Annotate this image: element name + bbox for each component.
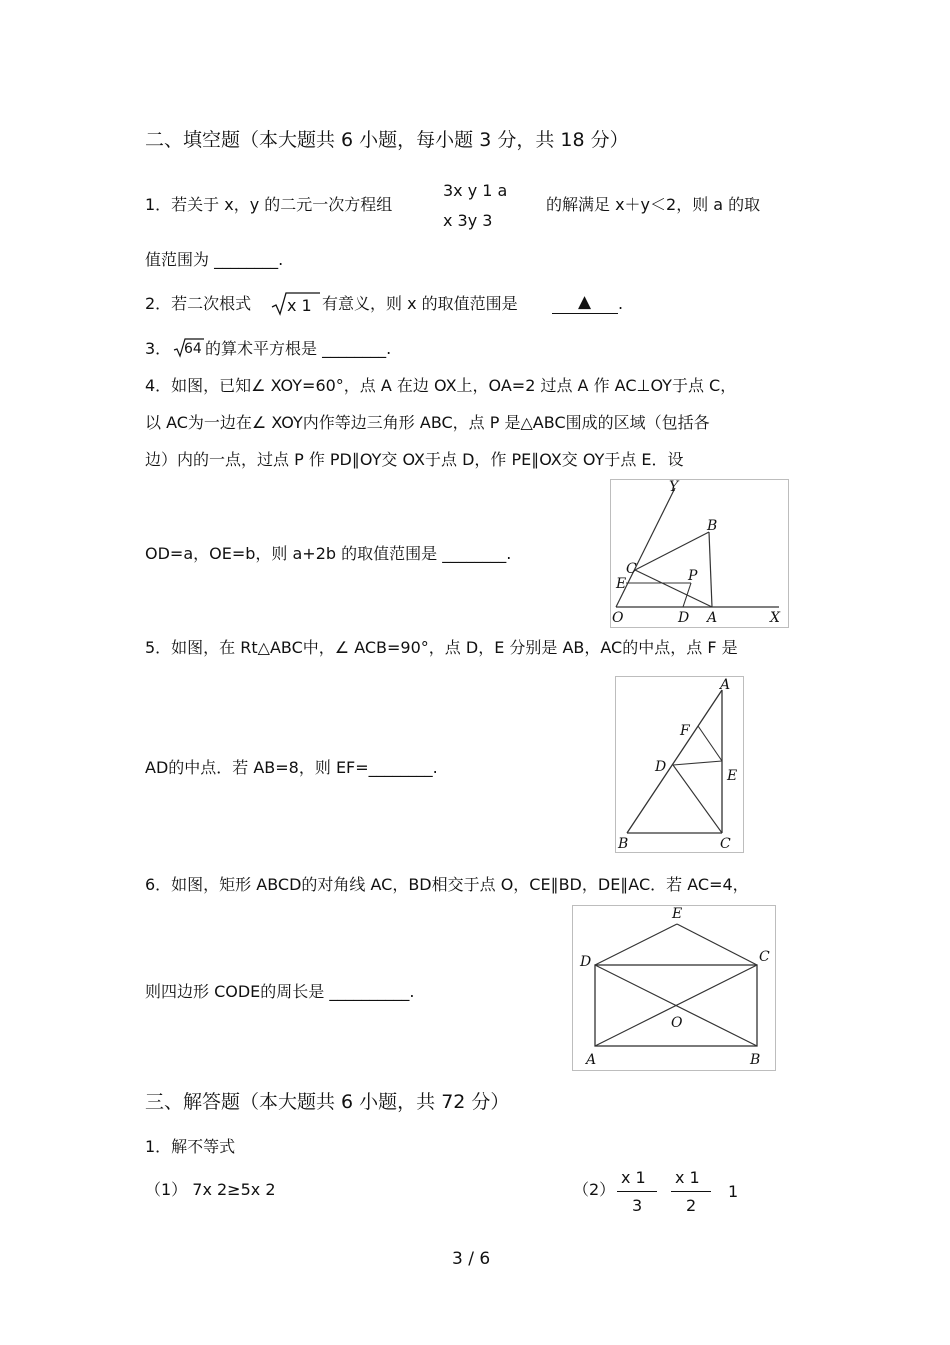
page-number: 3 / 6 (452, 1249, 491, 1269)
q1-suffix: 的解满足 x＋y＜2，则 a 的取 (546, 195, 761, 214)
label-c: C (720, 836, 731, 852)
q5-figure (615, 676, 744, 853)
q5-line-2: AD的中点．若 AB=8，则 EF=________. (145, 758, 438, 777)
label-a: A (720, 677, 731, 693)
fraction-1-bar (617, 1191, 657, 1192)
label-b: B (618, 836, 629, 852)
q6-line-2: 则四边形 CODE的周长是 __________. (145, 982, 415, 1001)
section-3-title: 三、解答题（本大题共 6 小题，共 72 分） (145, 1091, 510, 1113)
label-b: B (750, 1052, 761, 1068)
q4-figure (610, 479, 789, 628)
q2-answer-mark: ▲ (578, 292, 592, 312)
q4-line-4: OD=a，OE=b，则 a+2b 的取值范围是 ________. (145, 544, 512, 563)
label-e: E (727, 768, 738, 784)
label-d: D (580, 954, 592, 970)
label-b: B (707, 518, 718, 534)
section-2-title: 二、填空题（本大题共 6 小题，每小题 3 分，共 18 分） (145, 129, 629, 151)
q4-figure-svg (611, 480, 788, 627)
segment-ba (709, 532, 712, 607)
label-d: D (678, 610, 690, 626)
q5-figure-svg (616, 677, 743, 852)
q1-equation-row-2: x 3y 3 (443, 211, 493, 230)
fraction-1-denominator: 3 (632, 1196, 643, 1215)
q2-answer-blank (552, 313, 618, 314)
segment-de (595, 924, 677, 965)
fraction-2-numerator: x 1 (675, 1168, 700, 1187)
q7-fraction-2 (671, 1168, 711, 1216)
fraction-2-bar (671, 1191, 711, 1192)
q7-intro: 1．解不等式 (145, 1137, 236, 1156)
label-a: A (586, 1052, 597, 1068)
segment-pd (683, 583, 691, 607)
q4-line-1: 4．如图，已知∠ XOY=60°，点 A 在边 OX上，OA=2 过点 A 作 AC⊥OY于点 C， (145, 376, 737, 395)
segment-fe (698, 726, 722, 761)
q3-prefix: 3． (145, 339, 172, 358)
q5-line-1: 5．如图，在 Rt△ABC中，∠ ACB=90°，点 D，E 分别是 AB，AC的中点，点 F 是 (145, 638, 738, 657)
segment-ca (635, 570, 712, 607)
side-ab (627, 690, 722, 833)
q3-radicand: 64 (184, 341, 202, 357)
q2-suffix: 有意义，则 x 的取值范围是 (322, 294, 518, 313)
segment-de (673, 761, 722, 765)
q1-prefix: 1．若关于 x，y 的二元一次方程组 (145, 195, 393, 214)
segment-dc (673, 765, 722, 833)
label-y: Y (669, 480, 679, 495)
q1-line-2: 值范围为 ________. (145, 250, 284, 269)
label-f: F (680, 723, 690, 739)
q7-part-2-label: （2） (573, 1180, 616, 1199)
label-x: X (770, 610, 780, 626)
label-c: C (759, 949, 770, 965)
q7-rhs: 1 (728, 1182, 739, 1201)
label-p: P (688, 568, 698, 584)
label-o: O (612, 610, 624, 626)
label-d: D (655, 759, 667, 775)
q7-part-1: （1） 7x 2≥5x 2 (145, 1180, 276, 1199)
q7-fraction-1 (617, 1168, 657, 1216)
q2-prefix: 2．若二次根式 (145, 294, 252, 313)
fraction-2-denominator: 2 (686, 1196, 697, 1215)
q4-line-2: 以 AC为一边在∠ XOY内作等边三角形 ABC，点 P 是△ABC围成的区域（包括各 (145, 413, 710, 432)
q2-radicand: x 1 (287, 296, 312, 315)
q3-suffix: 的算术平方根是 ________. (205, 339, 392, 358)
q1-equation-row-1: 3x y 1 a (443, 181, 508, 200)
label-a: A (707, 610, 718, 626)
segment-cb (635, 532, 709, 570)
q4-line-3: 边）内的一点，过点 P 作 PD∥OY交 OX于点 D，作 PE∥OX交 OY于点 E．设 (145, 450, 684, 469)
q2-end: . (618, 294, 624, 313)
q6-line-1: 6．如图，矩形 ABCD的对角线 AC，BD相交于点 O，CE∥BD，DE∥AC．若 AC=4， (145, 875, 749, 894)
fraction-1-numerator: x 1 (621, 1168, 646, 1187)
segment-ce (677, 924, 757, 965)
q6-figure (572, 905, 776, 1071)
q6-figure-svg (573, 906, 775, 1070)
label-e: E (616, 576, 627, 592)
label-c: C (626, 561, 637, 577)
label-o: O (671, 1015, 683, 1031)
label-e: E (672, 906, 683, 922)
